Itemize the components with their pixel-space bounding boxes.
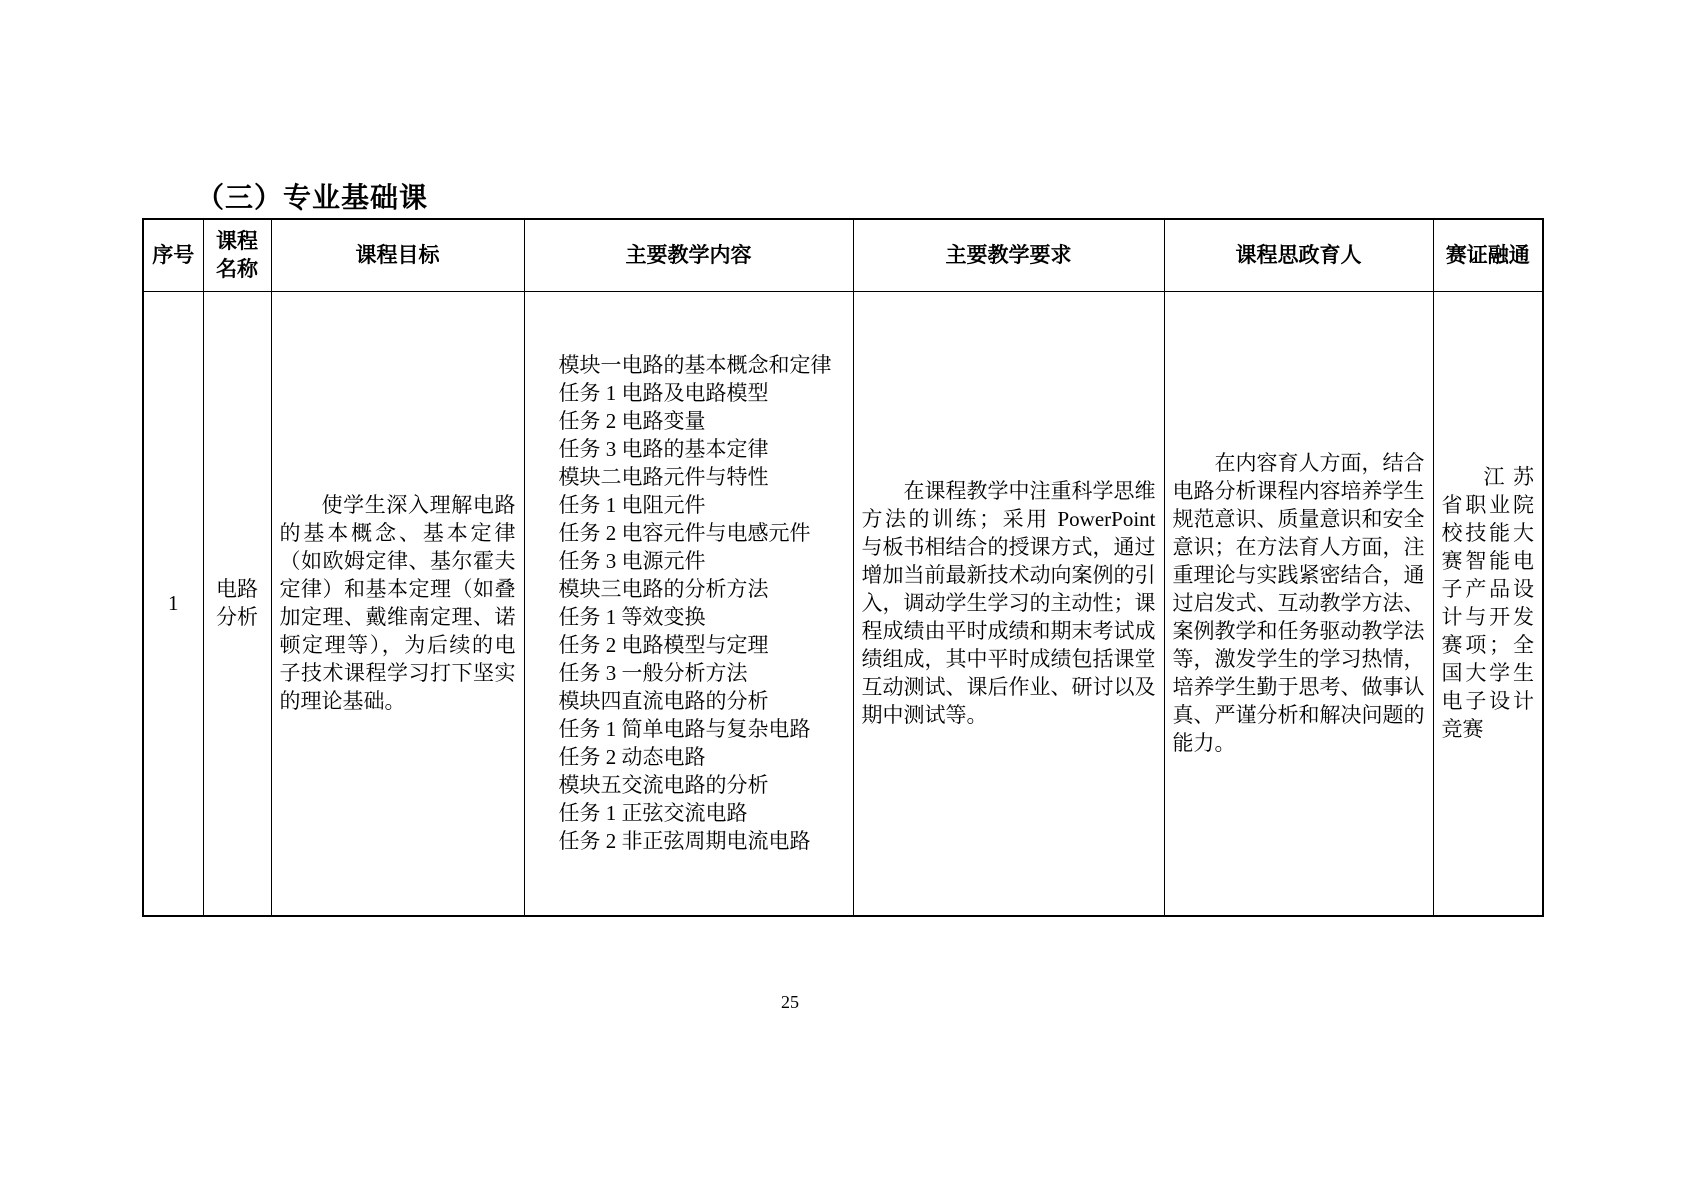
page-number: 25 <box>781 992 799 1012</box>
competition-text: 江苏省职业院校技能大赛智能电子产品设计与开发赛项；全国大学生电子设计竞赛 <box>1441 465 1534 742</box>
content-line: 任务 3 一般分析方法 <box>558 661 748 686</box>
content-line: 任务 1 电路及电路模型 <box>558 381 769 406</box>
content-line: 模块一电路的基本概念和定律 <box>558 353 832 378</box>
content-line: 模块三电路的分析方法 <box>558 577 769 602</box>
header-competition: 赛证融通 <box>1433 219 1543 291</box>
course-table <box>142 218 1544 917</box>
cell-course-name: 电路分析 <box>203 291 271 916</box>
cell-teaching-content <box>524 291 853 916</box>
content-line: 任务 2 电路变量 <box>558 409 706 434</box>
content-line: 模块二电路元件与特性 <box>558 465 769 490</box>
content-line: 任务 1 电阻元件 <box>558 493 706 518</box>
header-teaching-content: 主要教学内容 <box>524 219 853 291</box>
requirements-text: 在课程教学中注重科学思维方法的训练；采用 PowerPoint 与板书相结合的授课方式，通过增加当前最新技术动向案例的引入，调动学生学习的主动性；课程成绩由平时成绩和期末考试成绩组成，其中平时成绩包括课堂互动测试、课后作业、研讨以及期中测试等。 <box>861 479 1156 728</box>
content-line: 任务 3 电路的基本定律 <box>558 437 769 462</box>
cell-index: 1 <box>143 291 203 916</box>
header-ideology: 课程思政育人 <box>1164 219 1433 291</box>
section-title: （三）专业基础课 <box>196 183 429 214</box>
cell-ideology <box>1164 291 1433 916</box>
content-line: 任务 2 电路模型与定理 <box>558 633 769 658</box>
cell-teaching-requirements <box>853 291 1164 916</box>
ideology-text: 在内容育人方面，结合电路分析课程内容培养学生规范意识、质量意识和安全意识；在方法育人方面，注重理论与实践紧密结合，通过启发式、互动教学方法、案例教学和任务驱动教学法等，激发学生的学习热情，培养学生勤于思考、做事认真、严谨分析和解决问题的能力。 <box>1172 451 1425 756</box>
header-course-name: 课程名称 <box>203 219 271 291</box>
cell-objective <box>271 291 524 916</box>
header-objective: 课程目标 <box>271 219 524 291</box>
content-line: 任务 2 电容元件与电感元件 <box>558 521 811 546</box>
teaching-content-list <box>533 351 845 855</box>
cell-competition <box>1433 291 1543 916</box>
content-line: 任务 1 正弦交流电路 <box>558 801 748 826</box>
content-line: 任务 2 非正弦周期电流电路 <box>558 829 811 854</box>
content-line: 任务 3 电源元件 <box>558 549 706 574</box>
header-teaching-requirements: 主要教学要求 <box>853 219 1164 291</box>
objective-text: 使学生深入理解电路的基本概念、基本定律（如欧姆定律、基尔霍夫定律）和基本定理（如叠加定理、戴维南定理、诺顿定理等），为后续的电子技术课程学习打下坚实的理论基础。 <box>279 493 516 714</box>
header-row <box>143 219 1543 291</box>
table-row <box>143 291 1543 916</box>
content-line: 任务 1 等效变换 <box>558 605 706 630</box>
header-index: 序号 <box>143 219 203 291</box>
content-line: 模块五交流电路的分析 <box>558 773 769 798</box>
content-line: 任务 2 动态电路 <box>558 745 706 770</box>
content-line: 任务 1 简单电路与复杂电路 <box>558 717 811 742</box>
content-line: 模块四直流电路的分析 <box>558 689 769 714</box>
